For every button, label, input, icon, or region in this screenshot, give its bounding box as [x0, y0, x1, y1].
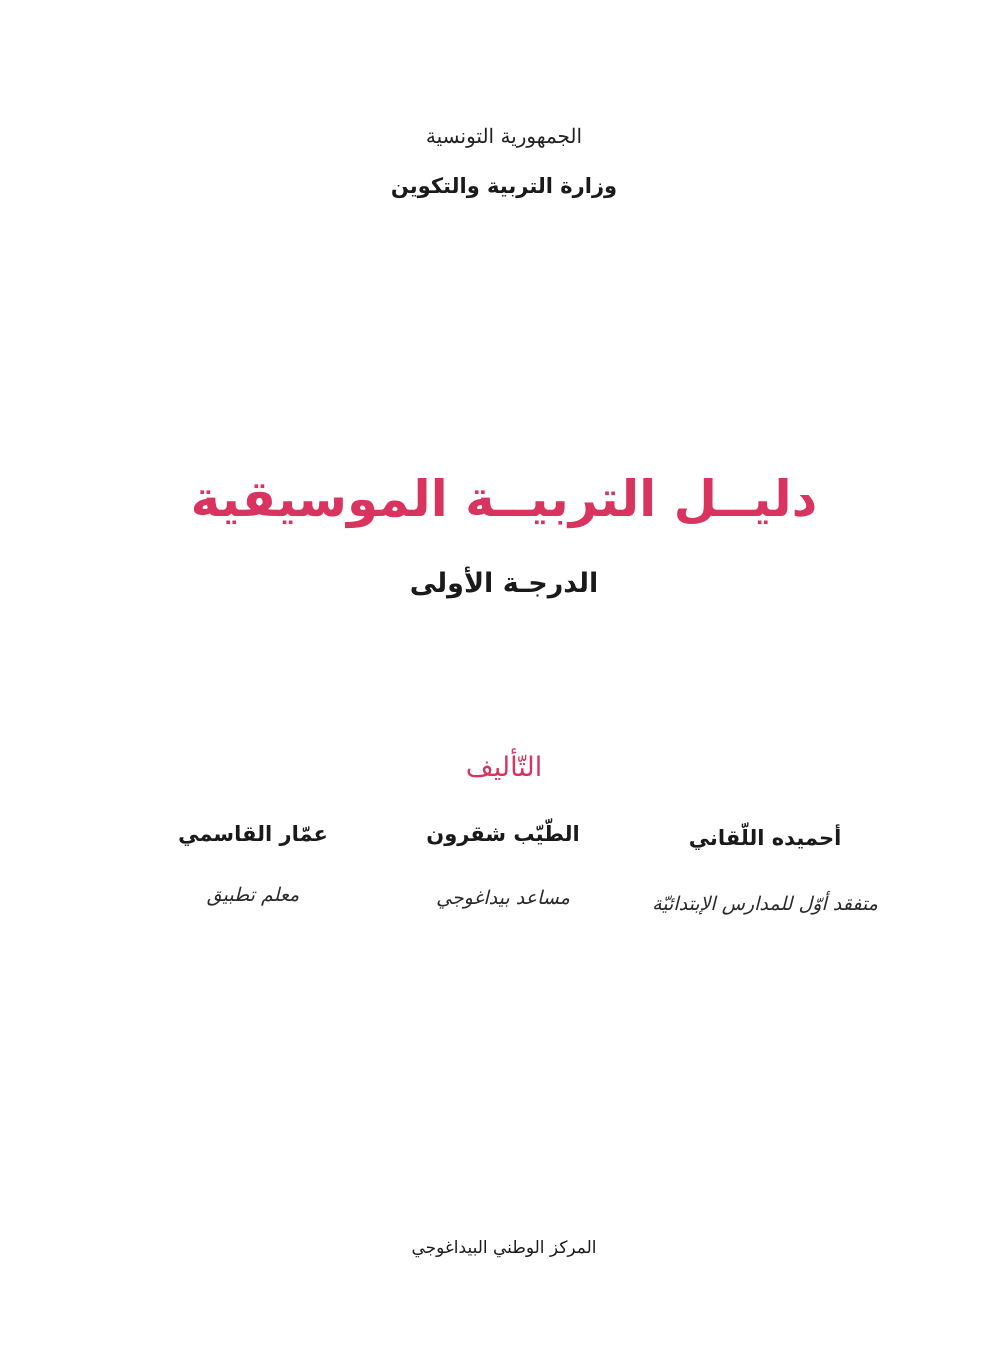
- book-level: الدرجـة الأولى: [409, 568, 599, 599]
- republic-heading: الجمهورية التونسية: [425, 124, 583, 148]
- book-title: دليــل التربيــة الموسيقية: [190, 470, 818, 528]
- author-name: أحميده اللّقاني: [688, 826, 842, 850]
- author-name: الطّيّب شقرون: [426, 822, 580, 846]
- author-role: متفقد أوّل للمدارس الإبتدائيّة: [652, 893, 878, 915]
- publisher-name: المركز الوطني البيداغوجي: [411, 1238, 597, 1258]
- author-name: عمّار القاسمي: [178, 822, 328, 846]
- author-role: معلم تطبيق: [206, 884, 300, 906]
- author-role: مساعد بيداغوجي: [436, 887, 570, 909]
- ministry-heading: وزارة التربية والتكوين: [390, 174, 618, 198]
- authorship-heading: التّأليف: [465, 752, 543, 783]
- author-block: [88, 0, 418, 906]
